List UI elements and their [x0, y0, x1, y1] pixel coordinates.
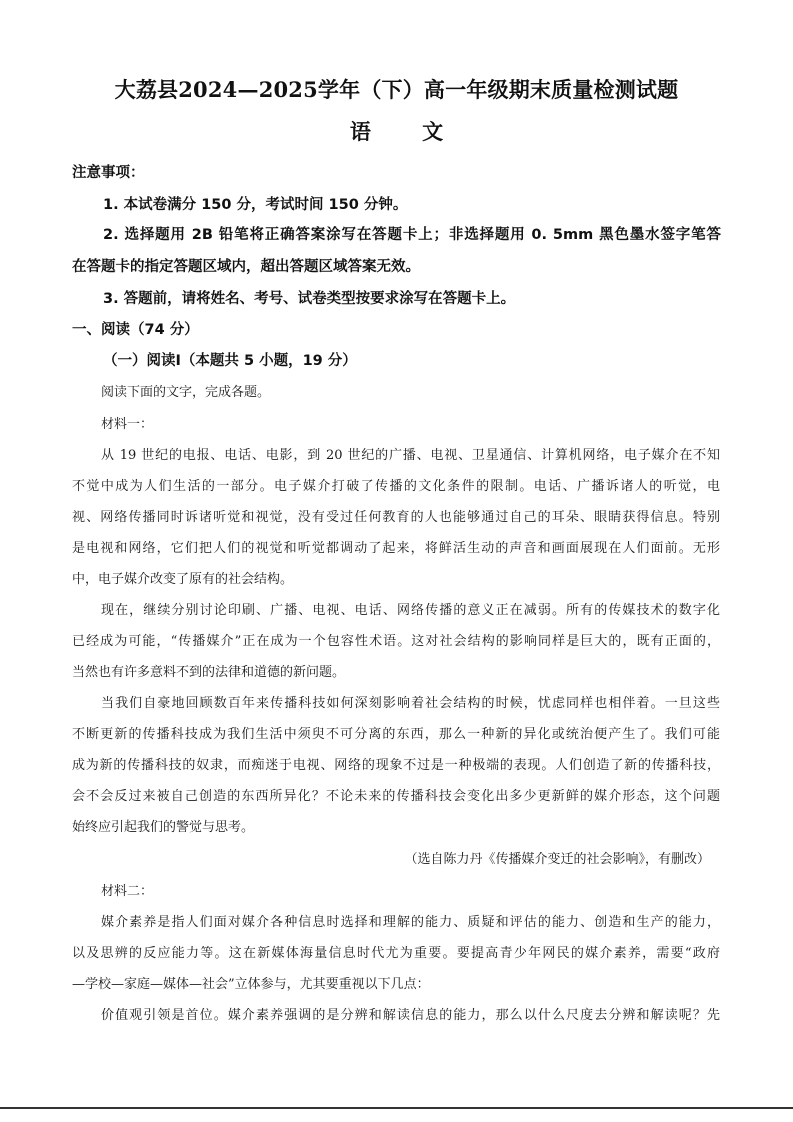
paragraph-line: 不断更新的传播科技成为我们生活中须臾不可分离的东西，那么一种新的异化或统治便产生了。我们可能: [72, 727, 720, 742]
paragraph-line: 始终应引起我们的警觉与思考。: [72, 820, 255, 835]
notice-item-2-line-2: 在答题卡的指定答题区域内，超出答题区域答案无效。: [72, 259, 420, 275]
sub-section-heading: （一）阅读Ⅰ（本题共 5 小题，19 分）: [103, 353, 357, 369]
material-1-source: （选自陈力丹《传播媒介变迁的社会影响》，有删改）: [404, 852, 710, 867]
page-bottom-divider: [0, 1107, 793, 1109]
paragraph-line: 是电视和网络，它们把人们的视觉和听觉都调动了起来，将鲜活生动的声音和画面展现在人们面前。无形: [72, 541, 720, 556]
paragraph-line: 从 19 世纪的电报、电话、电影，到 20 世纪的广播、电视、卫星通信、计算机网络，电子媒介在不知: [101, 448, 720, 463]
section-heading: 一、阅读（74 分）: [72, 322, 199, 338]
paragraph-line: 会不会反过来被自己创造的东西所异化？不论未来的传播科技会变化出多少更新鲜的媒介形态，这个问题: [72, 789, 720, 804]
paragraph-line: 价值观引领是首位。媒介素养强调的是分辨和解读信息的能力，那么以什么尺度去分辨和解读呢？先: [101, 1008, 720, 1023]
paragraph-line: 成为新的传播科技的奴隶，而痴迷于电视、网络的现象不过是一种极端的表现。人们创造了新的传播科技，: [72, 758, 720, 773]
paragraph-line: 当我们自豪地回顾数百年来传播科技如何深刻影响着社会结构的时候，忧虑同样也相伴着。一旦这些: [101, 696, 720, 711]
paragraph-line: 已经成为可能，“传播媒介”正在成为一个包容性术语。这对社会结构的影响同样是巨大的，既有正面的，: [72, 634, 720, 649]
exam-title: 大荔县2024—2025学年（下）高一年级期末质量检测试题: [114, 77, 679, 102]
notice-item-2-line-1: 2. 选择题用 2B 铅笔将正确答案涂写在答题卡上；非选择题用 0. 5mm 黑色墨水签字笔答: [103, 227, 721, 243]
material-2-label: 材料二：: [101, 884, 154, 899]
notice-item-3: 3. 答题前，请将姓名、考号、试卷类型按要求涂写在答题卡上。: [103, 291, 516, 307]
paragraph-line: 中，电子媒介改变了原有的社会结构。: [72, 572, 294, 587]
notice-item-1: 1. 本试卷满分 150 分，考试时间 150 分钟。: [103, 197, 408, 213]
material-1-label: 材料一：: [101, 417, 154, 432]
paragraph-line: 视、网络传播同时诉诸听觉和视觉，没有受过任何教育的人也能够通过自己的耳朵、眼睛获得信息。特别: [72, 510, 720, 525]
paragraph-line: 现在，继续分别讨论印刷、广播、电视、电话、网络传播的意义正在减弱。所有的传媒技术的数字化: [101, 603, 720, 618]
paragraph-line: 当然也有许多意料不到的法律和道德的新问题。: [72, 665, 346, 680]
instruction-text: 阅读下面的文字，完成各题。: [101, 385, 271, 400]
paragraph-line: 媒介素养是指人们面对媒介各种信息时选择和理解的能力、质疑和评估的能力、创造和生产的能力，: [101, 915, 720, 930]
subject-title: 语 文: [349, 119, 466, 144]
paragraph-line: 以及思辨的反应能力等。这在新媒体海量信息时代尤为重要。要提高青少年网民的媒介素养，需要“政府: [72, 946, 720, 961]
notice-heading: 注意事项：: [72, 165, 145, 181]
paragraph-line: —学校—家庭—媒体—社会”立体参与，尤其要重视以下几点：: [72, 977, 430, 992]
paragraph-line: 不觉中成为人们生活的一部分。电子媒介打破了传播的文化条件的限制。电话、广播诉诸人的听觉，电: [72, 479, 720, 494]
